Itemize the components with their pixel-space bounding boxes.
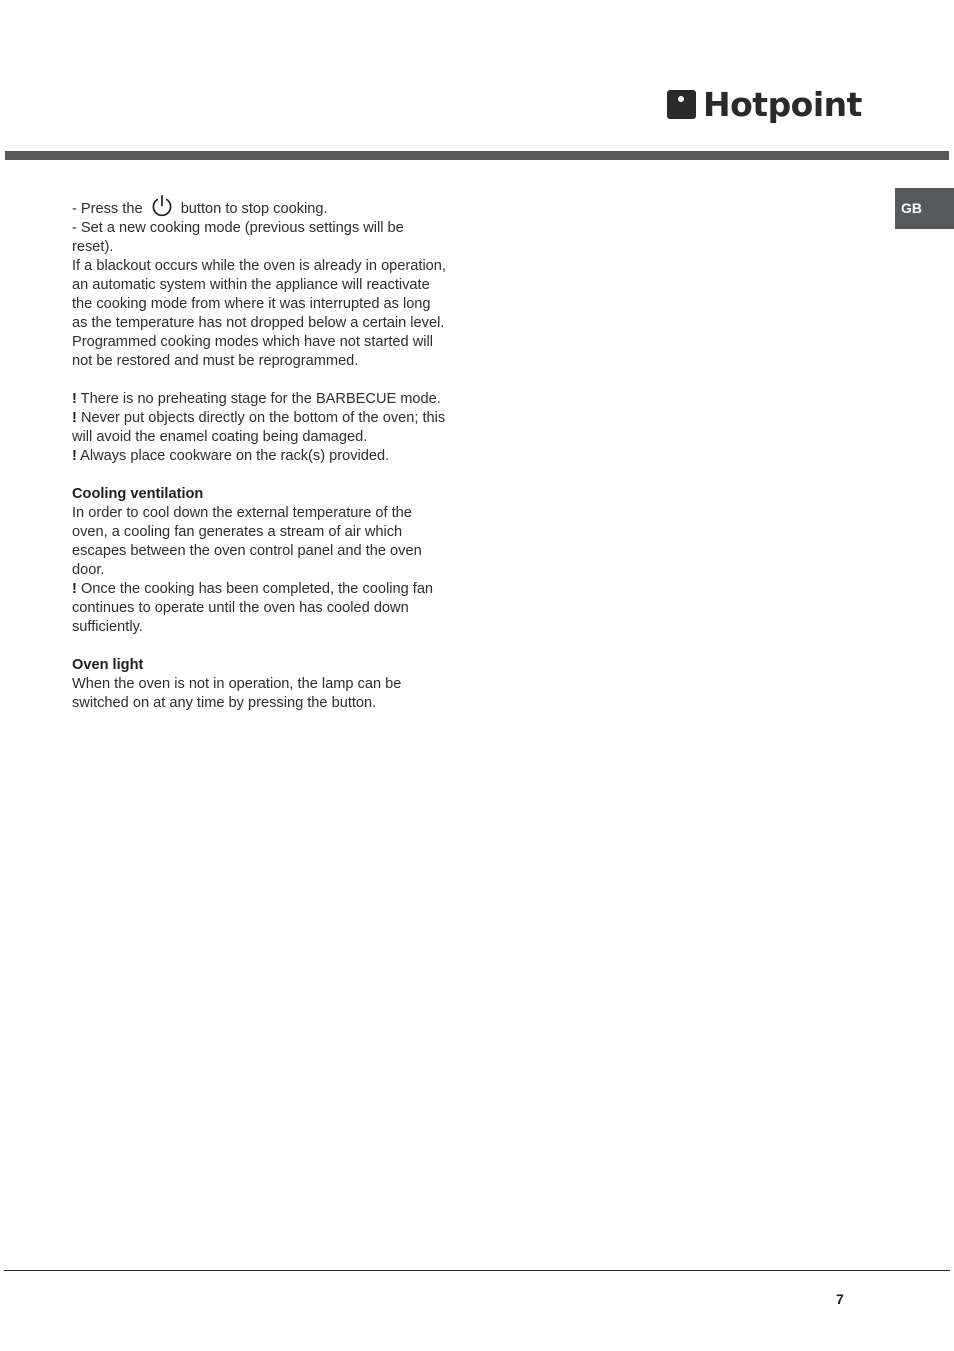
- brand-name: Hotpoint: [703, 84, 862, 124]
- warning-text: Once the cooking has been completed, the cooling fan continues to operate until the oven has cooled down sufficiently.: [72, 581, 434, 635]
- cooling-warning: [72, 580, 446, 637]
- cooling-heading: Cooling ventilation: [72, 486, 204, 502]
- footer-divider: [4, 1270, 950, 1271]
- power-icon: [150, 194, 174, 218]
- header-divider: [5, 151, 949, 160]
- new-mode-line: - Set a new cooking mode (previous settings will be reset).: [72, 220, 404, 255]
- warning-icon: !: [72, 581, 77, 597]
- cooling-body: In order to cool down the external temperature of the oven, a cooling fan generates a stream of air which escapes between the oven control panel and the oven door.: [72, 505, 422, 578]
- page-number: 7: [836, 1291, 844, 1307]
- press-text: - Press the: [72, 201, 143, 217]
- warning-text: There is no preheating stage for the BARBECUE mode.: [80, 391, 441, 407]
- stop-cooking-line: [72, 194, 446, 219]
- logo-mark-icon: [667, 90, 696, 119]
- warning-bottom-objects: [72, 409, 446, 447]
- oven-light-heading: Oven light: [72, 657, 144, 673]
- hotpoint-logo: [667, 84, 862, 124]
- blackout-paragraph: If a blackout occurs while the oven is already in operation, an automatic system within the appliance will reactivate the cooking mode from where it was interrupted as long as the temperature has not dropped below a certain level. Programmed cooking modes which have not started will not be restored and must be reprogrammed.: [72, 258, 446, 369]
- oven-light-body: When the oven is not in operation, the lamp can be switched on at any time by pressing the button.: [72, 676, 402, 711]
- warning-text: Always place cookware on the rack(s) provided.: [80, 448, 390, 464]
- warning-text: Never put objects directly on the bottom of the oven; this will avoid the enamel coating being damaged.: [72, 410, 446, 445]
- language-tab: GB: [895, 188, 954, 229]
- warning-barbecue: [72, 390, 446, 409]
- stop-cooking-text: button to stop cooking.: [180, 201, 328, 217]
- warning-rack: [72, 447, 446, 466]
- main-text-column: [72, 194, 446, 713]
- warning-icon: !: [72, 410, 77, 426]
- warning-icon: !: [72, 391, 77, 407]
- warning-icon: !: [72, 448, 77, 464]
